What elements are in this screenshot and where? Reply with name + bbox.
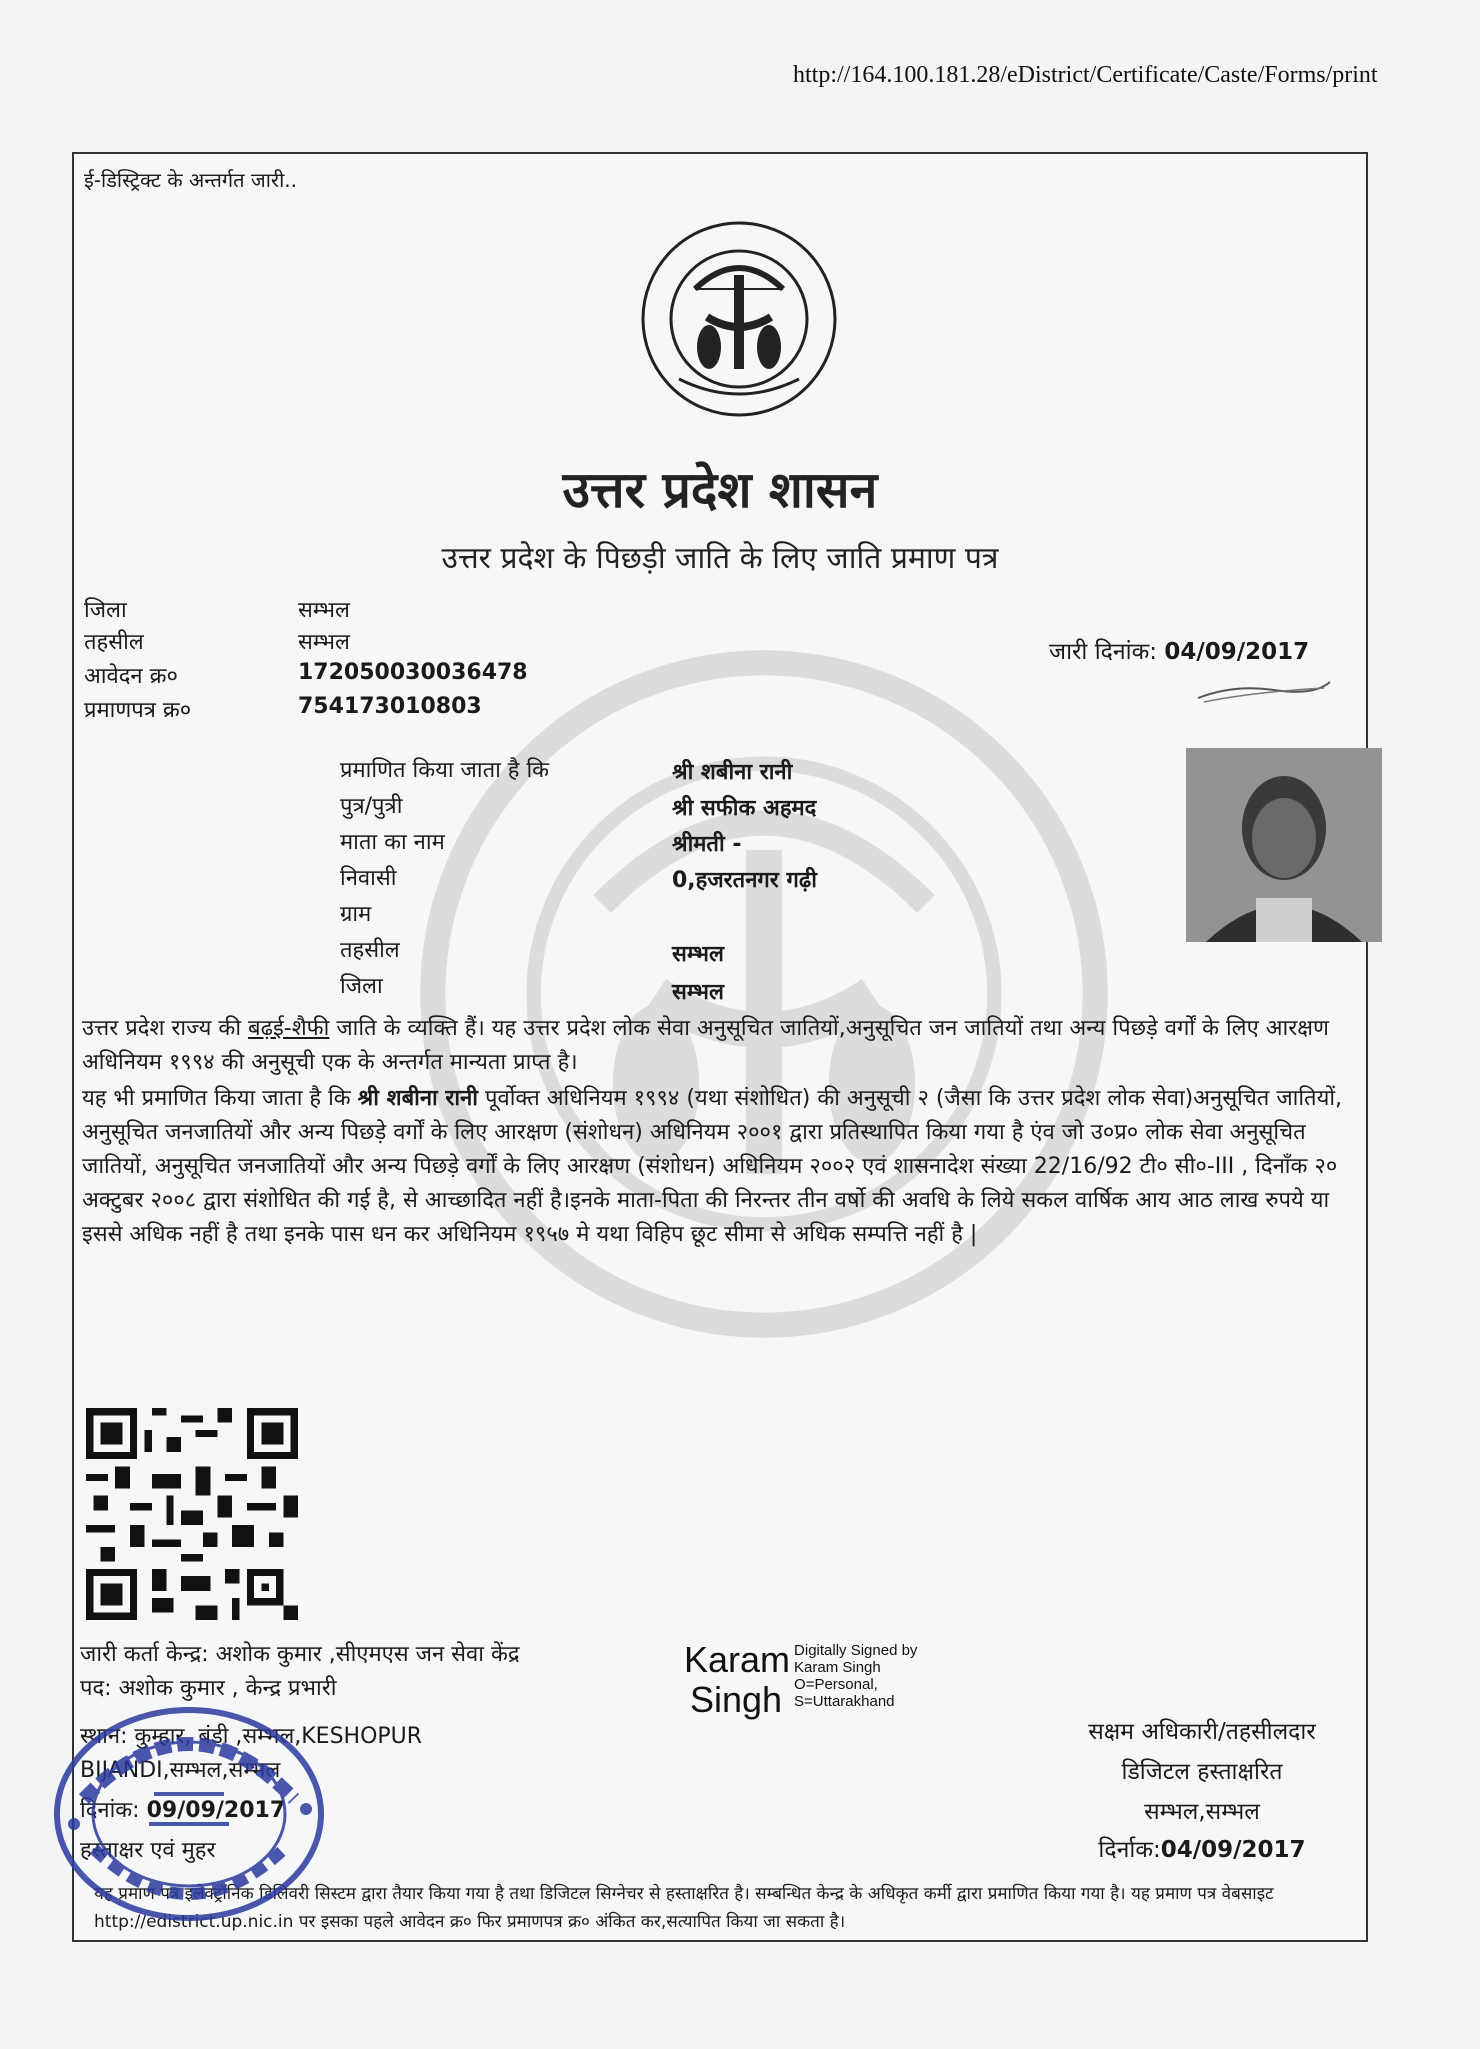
issuer-date-value: 09/09/2017 [146, 1798, 286, 1823]
issue-date-label: जारी दिनांक: [1049, 639, 1158, 665]
details-name-value: श्री शबीना रानी [672, 760, 793, 785]
issued-under-text: ई-डिस्ट्रिक्ट के अन्तर्गत जारी.. [84, 168, 297, 192]
handwritten-mark-icon [1194, 676, 1334, 706]
details-village-label: ग्राम [340, 902, 372, 927]
details-tehsil-value: सम्भल [672, 942, 724, 967]
up-government-emblem-icon [639, 219, 839, 419]
details-mother-value: श्रीमती - [672, 832, 742, 857]
certification-paragraph-end: पूर्वोक्त अधिनियम १९९४ (यथा संशोधित) की अनुसूची २ (जैसा कि उत्तर प्रदेश लोक सेवा)अनुसूचित जातियों, अनुसूचित जनजातियों और अन्य पिछड़े वर्गों के लिए आरक्षण (संशोधन) अधिनियम २००१ द्वारा प्रतिस्थापित किया गया है एंव जो उ०प्र० लोक सेवा अनुसूचित जातियों, अनुसूचित जनजातियों और अन्य पिछड़े वर्गों के लिए आरक्षण (संशोधन) अधिनियम २००२ एवं शासनादेश संख्या 22/16/92 टी० सी०-III , दिनाँक २० अक्टुबर २००८ द्वारा संशोधित की गई है, से आच्छादित नहीं है।इनके माता-पिता की निरन्तर तीन वर्षो की अवधि के लिये सकल वार्षिक आय आठ लाख रुपये या इससे अधिक नहीं है तथा इनके पास धन कर अधिनियम १९५७ मे यथा विहिप छूट सीमा से अधिक सम्पत्ति नहीं है | [82, 1086, 1343, 1247]
government-title: उत्तर प्रदेश शासन [562, 461, 878, 519]
caste-paragraph [82, 1012, 1364, 1080]
issuer-signature-label: हस्ताक्षर एवं मुहर [80, 1838, 216, 1863]
signature-meta-2: Karam Singh [794, 1659, 881, 1676]
digital-signature-block [684, 1640, 917, 1720]
qr-code-icon [86, 1408, 298, 1620]
certificate-subtitle: उत्तर प्रदेश के पिछड़ी जाति के लिए जाति प्रमाण पत्र [441, 541, 999, 576]
issuer-post: पद: अशोक कुमार , केन्द्र प्रभारी [80, 1676, 337, 1701]
tehsil-label: तहसील [84, 630, 144, 655]
signature-meta-4: S=Uttarakhand [794, 1693, 895, 1710]
details-resident-value: 0,हजरतनगर गढ़ी [672, 868, 817, 893]
certificate-number-label: प्रमाणपत्र क्र० [84, 698, 192, 723]
application-number-label: आवेदन क्र० [84, 664, 178, 689]
details-district-label: जिला [340, 974, 383, 999]
district-label: जिला [84, 598, 127, 623]
authority-location: सम्भल,सम्भल [1144, 1799, 1260, 1825]
signer-name-line1: Karam [684, 1639, 791, 1680]
certificate-frame [72, 152, 1368, 1942]
signer-name-line2: Singh [690, 1679, 783, 1720]
details-district-value: सम्भल [672, 980, 724, 1005]
caste-paragraph-end: जाति के व्यक्ति हैं। यह उत्तर प्रदेश लोक सेवा अनुसूचित जातियों,अनुसूचित जन जातियों तथा अन्य पिछड़े वर्गों के लिए आरक्षण अधिनियम १९९४ की अनुसूची एक के अन्तर्गत मान्यता प्राप्त है। [82, 1016, 1329, 1075]
issuer-place: स्थान: कुम्हार, बंडी ,सम्भल,KESHOPUR [80, 1724, 423, 1749]
details-resident-label: निवासी [340, 866, 397, 891]
certificate-number-value: 754173010803 [298, 694, 482, 719]
issuer-date-label: दिनांक: [80, 1798, 140, 1823]
applicant-photo-icon [1186, 748, 1382, 942]
details-son-daughter-label: पुत्र/पुत्री [340, 794, 403, 819]
authority-date-value: 04/09/2017 [1160, 1837, 1306, 1863]
issuer-place-2: BIJANDI,सम्भल,सम्भल [80, 1758, 281, 1783]
certification-paragraph-start: यह भी प्रमाणित किया जाता है कि [82, 1086, 358, 1111]
authority-date [1002, 1832, 1402, 1864]
application-number-value: 172050030036478 [298, 660, 528, 685]
computer-centre-stamp-icon [44, 1699, 334, 1929]
issue-date [1049, 634, 1309, 666]
district-value: सम्भल [298, 598, 350, 623]
signature-meta-1: Digitally Signed by [794, 1642, 918, 1659]
authority-digitally-signed: डिजिटल हस्ताक्षरित [1121, 1759, 1283, 1785]
authority-date-label: दिर्नाक: [1098, 1837, 1161, 1863]
footer-verification-note: यह प्रमाण पत्र इलेक्ट्रॉनिक डिलिवरी सिस्टम द्वारा तैयार किया गया है तथा डिजिटल सिग्नेचर से हस्ताक्षरित है। सम्बन्धित केन्द्र के अधिकृत कर्मी द्वारा प्रमाणित किया गया है। यह प्रमाण पत्र वेबसाइट http://edistrict.up.nic.in पर इसका पहले आवेदन क्र० फिर प्रमाणपत्र क्र० अंकित कर,सत्यापित किया जा सकता है। [94, 1884, 1274, 1932]
issue-date-value: 04/09/2017 [1164, 639, 1310, 665]
details-father-value: श्री सफीक अहमद [672, 796, 817, 821]
certification-person-name: श्री शबीना रानी [357, 1086, 478, 1111]
caste-name: बढ़ई-शैफी [248, 1016, 330, 1041]
issuing-centre: जारी कर्ता केन्द्र: अशोक कुमार ,सीएमएस जन सेवा केंद्र [80, 1642, 520, 1667]
tehsil-value: सम्भल [298, 630, 350, 655]
document-url: http://164.100.181.28/eDistrict/Certificate/Caste/Forms/print [793, 62, 1378, 88]
details-tehsil-label: तहसील [340, 938, 400, 963]
details-certified-label: प्रमाणित किया जाता है कि [340, 758, 550, 783]
authority-title: सक्षम अधिकारी/तहसीलदार [1088, 1719, 1316, 1745]
caste-paragraph-start: उत्तर प्रदेश राज्य की [82, 1016, 249, 1041]
certification-paragraph [82, 1082, 1364, 1252]
signature-meta-3: O=Personal, [794, 1676, 878, 1693]
applicant-photo [1186, 748, 1382, 942]
details-mother-label: माता का नाम [340, 830, 445, 855]
